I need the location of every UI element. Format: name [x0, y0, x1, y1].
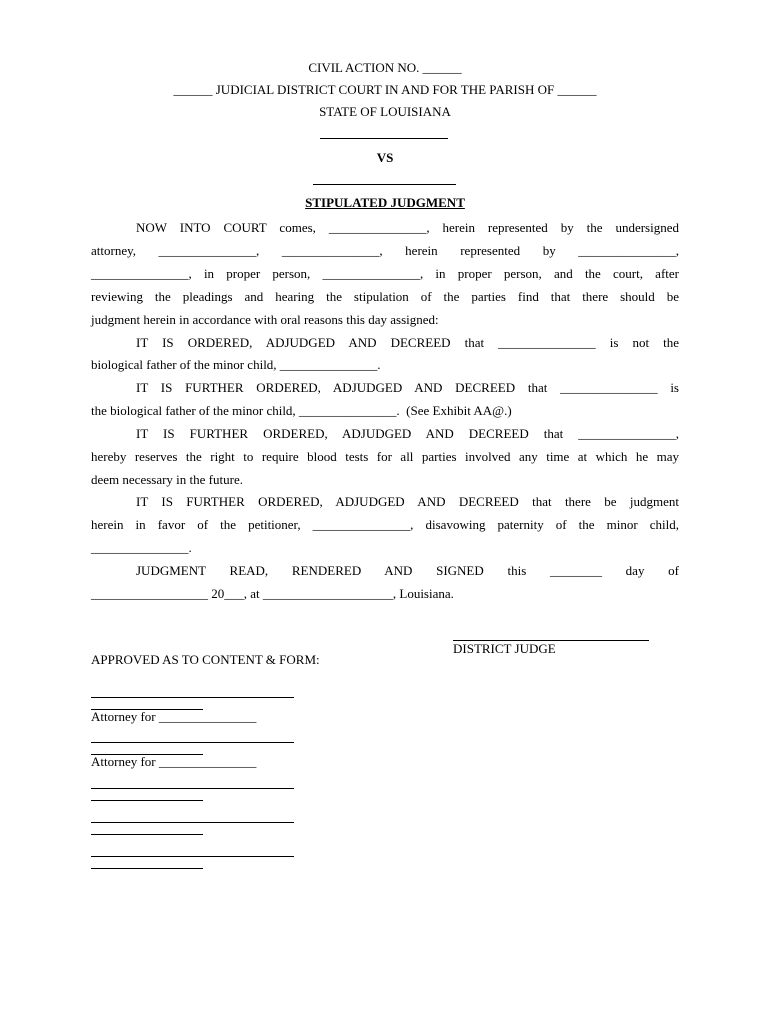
paragraph-1-line-4: reviewing the pleadings and hearing the stipulation of the parties find that there should be — [91, 289, 679, 304]
signature-line-5 — [91, 856, 294, 857]
attorney-for-2: Attorney for _______________ — [91, 754, 257, 769]
paragraph-5-line-2: herein in favor of the petitioner, _______________, disavowing paternity of the minor child, — [91, 517, 679, 532]
paragraph-1-line-1: NOW INTO COURT comes, _______________, herein represented by the undersigned — [136, 220, 679, 235]
paragraph-1-line-2: attorney, _______________, _______________, herein represented by _______________, — [91, 243, 679, 258]
signature-subline-5 — [91, 868, 203, 869]
approved-label: APPROVED AS TO CONTENT & FORM: — [91, 652, 320, 667]
paragraph-1-line-5: judgment herein in accordance with oral reasons this day assigned: — [91, 312, 439, 327]
civil-action-number: CIVIL ACTION NO. ______ — [308, 60, 462, 75]
paragraph-1-line-3: _______________, in proper person, _______________, in proper person, and the court, after — [91, 266, 679, 281]
paragraph-4-line-1: IT IS FURTHER ORDERED, ADJUDGED AND DECREED that _______________, — [136, 426, 679, 441]
paragraph-4-line-3: deem necessary in the future. — [91, 472, 243, 487]
versus-label: VS — [376, 150, 394, 165]
signature-line-4 — [91, 822, 294, 823]
paragraph-3-line-1: IT IS FURTHER ORDERED, ADJUDGED AND DECREED that _______________ is — [136, 380, 679, 395]
attorney-signature-line-1 — [91, 697, 294, 698]
paragraph-4-line-2: hereby reserves the right to require blood tests for all parties involved any time at which he may — [91, 449, 679, 464]
court-caption: ______ JUDICIAL DISTRICT COURT IN AND FOR THE PARISH OF ______ — [173, 82, 597, 97]
document-title: STIPULATED JUDGMENT — [305, 195, 465, 210]
paragraph-6-line-2: __________________ 20___, at ____________________, Louisiana. — [91, 586, 454, 601]
defendant-blank-line — [313, 184, 456, 185]
attorney-for-1: Attorney for _______________ — [91, 709, 257, 724]
signature-line-3 — [91, 788, 294, 789]
paragraph-2-line-2: biological father of the minor child, _______________. — [91, 357, 381, 372]
paragraph-5-line-3: _______________. — [91, 540, 192, 555]
paragraph-3-line-2: the biological father of the minor child, _______________. (See Exhibit AA@.) — [91, 403, 512, 418]
paragraph-6-line-1: JUDGMENT READ, RENDERED AND SIGNED this ________ day of — [136, 563, 679, 578]
paragraph-2-line-1: IT IS ORDERED, ADJUDGED AND DECREED that _______________ is not the — [136, 335, 679, 350]
plaintiff-blank-line — [320, 138, 448, 139]
judge-label: DISTRICT JUDGE — [453, 641, 556, 656]
signature-subline-4 — [91, 834, 203, 835]
paragraph-5-line-1: IT IS FURTHER ORDERED, ADJUDGED AND DECREED that there be judgment — [136, 494, 679, 509]
signature-subline-3 — [91, 800, 203, 801]
state-caption: STATE OF LOUISIANA — [319, 104, 451, 119]
attorney-signature-line-2 — [91, 742, 294, 743]
